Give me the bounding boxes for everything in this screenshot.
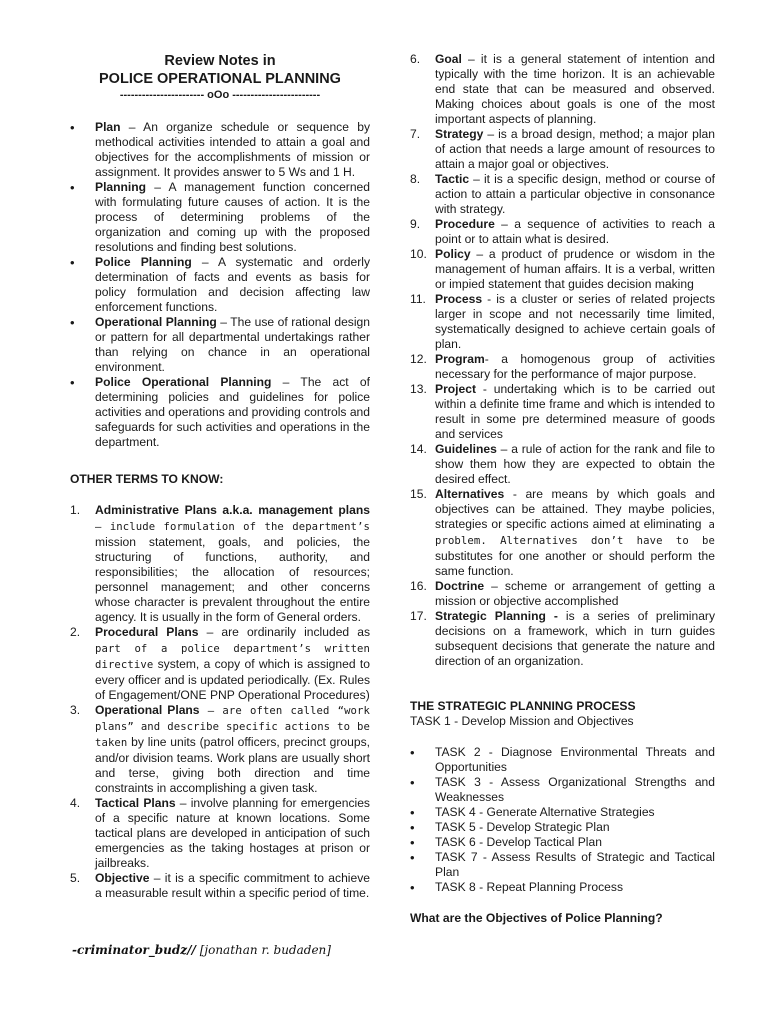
right-column (410, 52, 715, 926)
left-column (70, 52, 370, 901)
list-item (410, 292, 715, 352)
term-text: – it is a specific design, method or course of action to attain a particular objective in consonance with strategy. (435, 172, 715, 216)
term-text: - undertaking which is to be carried out within a definite time frame and which is intended to result in some pre determined measure of goods and services (435, 382, 715, 441)
item-number: 13. (410, 382, 427, 396)
other-terms-heading: OTHER TERMS TO KNOW: (70, 472, 224, 486)
list-item (410, 52, 715, 127)
term-text-mono: part of a police department’s written directive (95, 643, 370, 671)
term-text: – involve planning for emergencies of a specific nature at known locations. Some tactical plans are developed in anticipation of such emergencies as the taking hostages at prison or jailbreaks. (95, 796, 370, 870)
term-text: – a product of prudence or wisdom in the management of human affairs. It is a verbal, written or impied statement that guides decision making (435, 247, 715, 291)
term-text: – is a broad design, method; a major plan of action that needs a large amount of resources to attain a major goal or objectives. (435, 127, 715, 171)
term-name: Objective (95, 871, 150, 885)
term-name: Strategic Planning - (435, 609, 558, 623)
item-number: 5. (70, 871, 81, 885)
list-item (410, 172, 715, 217)
list-item (70, 255, 370, 315)
task-item: • TASK 6 - Develop Tactical Plan (410, 835, 715, 850)
title-line-1: Review Notes in (164, 53, 276, 69)
objectives-question: What are the Objectives of Police Planning? (410, 911, 663, 925)
list-item (70, 180, 370, 255)
other-terms-list-part1 (70, 503, 370, 901)
list-item (70, 871, 370, 901)
task-1: TASK 1 - Develop Mission and Objectives (410, 714, 634, 728)
task-item: • TASK 8 - Repeat Planning Process (410, 880, 715, 895)
term-text-mono: a problem. Alternatives don’t have to be (435, 519, 715, 547)
term-text-mono: – include formulation of the department’s (95, 521, 370, 533)
list-item (70, 120, 370, 180)
definition-text: – A management function concerned with formulating future causes of action. It is the process of determining problems of the organization and coming up with the proposed resolutions and finding best solutions. (95, 180, 370, 254)
task-item: • TASK 3 - Assess Organizational Strengths and Weaknesses (410, 775, 715, 805)
term-name: Operational Plans (95, 703, 200, 717)
term-text: - is a cluster or series of related projects larger in scope and not necessarily time limited, systematically designed to achieve certain goals of plan. (435, 292, 715, 351)
definition-term: Planning (95, 180, 147, 194)
term-text: – a rule of action for the rank and file to show them how they are expected to obtain the desired effect. (435, 442, 715, 486)
list-item (410, 217, 715, 247)
term-name: Procedural Plans (95, 625, 199, 639)
item-number: 11. (410, 292, 426, 306)
list-item (70, 796, 370, 871)
signature-alias: -criminator_budz// (72, 943, 196, 957)
item-number: 12. (410, 352, 427, 366)
item-number: 7. (410, 127, 421, 141)
document-title (70, 52, 370, 88)
term-name: Tactic (435, 172, 470, 186)
definition-term: Police Planning (95, 255, 192, 269)
item-number: 10. (410, 247, 427, 261)
term-name: Project (435, 382, 476, 396)
term-text: – a sequence of activities to reach a point or to attain what is desired. (435, 217, 715, 246)
item-number: 14. (410, 442, 427, 456)
list-item (410, 609, 715, 669)
task-item: • TASK 2 - Diagnose Environmental Threats and Opportunities (410, 745, 715, 775)
list-item (410, 352, 715, 382)
item-number: 15. (410, 487, 427, 501)
definition-term: Operational Planning (95, 315, 217, 329)
term-text-continued: substitutes for one another or should perform the same function. (435, 549, 715, 578)
definition-text: – The use of rational design or pattern for all departmental undertakings rather than relying on chance in an operational environment. (95, 315, 370, 374)
term-name: Program (435, 352, 485, 366)
item-number: 4. (70, 796, 81, 810)
list-item (70, 703, 370, 796)
term-text: is a series of preliminary decisions on a framework, which in turn guides subsequent decisions that generate the nature and direction of an organization. (435, 609, 716, 668)
term-text: – it is a general statement of intention and typically with the time horizon. It is an achievable end state that can be measured and observed. Making choices about goals is one of the most important aspects of planning. (435, 52, 715, 126)
task-item: • TASK 7 - Assess Results of Strategic and Tactical Plan (410, 850, 715, 880)
list-item (70, 503, 370, 625)
term-name: Goal (435, 52, 462, 66)
term-name: Strategy (435, 127, 484, 141)
term-name: Administrative Plans a.k.a. management plans (95, 503, 370, 517)
term-text: by line units (patrol officers, precinct groups, and/or division teams. Work plans are usually short and terse, giving both direction and time constraints in accomplishing a given task. (95, 735, 370, 795)
title-line-2: POLICE OPERATIONAL PLANNING (99, 71, 341, 87)
term-name: Tactical Plans (95, 796, 176, 810)
list-item (410, 247, 715, 292)
signature-real-name: [jonathan r. budaden] (195, 943, 331, 957)
definition-text: – A systematic and orderly determination of facts and events as basis for policy formulation and decision affecting law enforcement functions. (95, 255, 370, 314)
term-text-mono: – are often called “work plans” and describe specific actions to be taken (95, 705, 370, 749)
item-number: 9. (410, 217, 421, 231)
list-item (70, 315, 370, 375)
definition-term: Police Operational Planning (95, 375, 272, 389)
term-text-continued: system, a copy of which is assigned to every officer and is updated periodically. (Ex. Rules of Engagement/ONE PNP Operational Procedures) (95, 657, 370, 702)
list-item (410, 442, 715, 487)
item-number: 17. (410, 609, 427, 623)
item-number: 6. (410, 52, 421, 66)
definition-text: – The act of determining policies and guidelines for police activities and operations and providing controls and safeguards for such activities and operations in the department. (95, 375, 370, 449)
term-name: Alternatives (435, 487, 505, 501)
footer-signature (72, 943, 331, 957)
definition-term: Plan (95, 120, 121, 134)
term-text: – it is a specific commitment to achieve a measurable result within a specific period of time. (95, 871, 370, 900)
term-name: Doctrine (435, 579, 485, 593)
list-item (410, 127, 715, 172)
tasks-list (410, 745, 715, 895)
strategic-process-heading: THE STRATEGIC PLANNING PROCESS (410, 699, 636, 713)
definitions-list (70, 120, 370, 450)
term-name: Process (435, 292, 483, 306)
term-text: – are ordinarily included as (198, 625, 370, 639)
term-text: - are means by which goals and objectives can be attained. They maybe policies, strategies or specific actions aimed at eliminating (435, 487, 715, 531)
list-item (70, 375, 370, 450)
list-item (410, 487, 715, 579)
other-terms-list-part2 (410, 52, 715, 669)
definition-text: – An organize schedule or sequence by methodical activities intended to attain a goal and objectives for the accomplishments of mission or assignment. It provides answer to 5 Ws and 1 H. (95, 120, 370, 179)
term-name: Policy (435, 247, 471, 261)
title-divider: ----------------------- oOo ------------------------ (119, 89, 321, 101)
item-number: 2. (70, 625, 81, 639)
task-item: • TASK 5 - Develop Strategic Plan (410, 820, 715, 835)
term-name: Guidelines (435, 442, 497, 456)
term-text: – scheme or arrangement of getting a mission or objective accomplished (435, 579, 715, 608)
list-item (70, 625, 370, 703)
list-item (410, 382, 715, 442)
item-number: 1. (70, 503, 81, 517)
item-number: 3. (70, 703, 81, 717)
term-text: - a homogenous group of activities necessary for the performance of major purpose. (435, 352, 715, 381)
term-text: mission statement, goals, and policies, the structuring of functions, authority, and responsibilities; the allocation of resources; personnel management; and other concerns whose character is prevalent throughout the entire agency. It is usually in the form of General orders. (95, 535, 370, 624)
list-item (410, 579, 715, 609)
task-item: • TASK 4 - Generate Alternative Strategies (410, 805, 715, 820)
item-number: 16. (410, 579, 427, 593)
item-number: 8. (410, 172, 421, 186)
term-name: Procedure (435, 217, 495, 231)
